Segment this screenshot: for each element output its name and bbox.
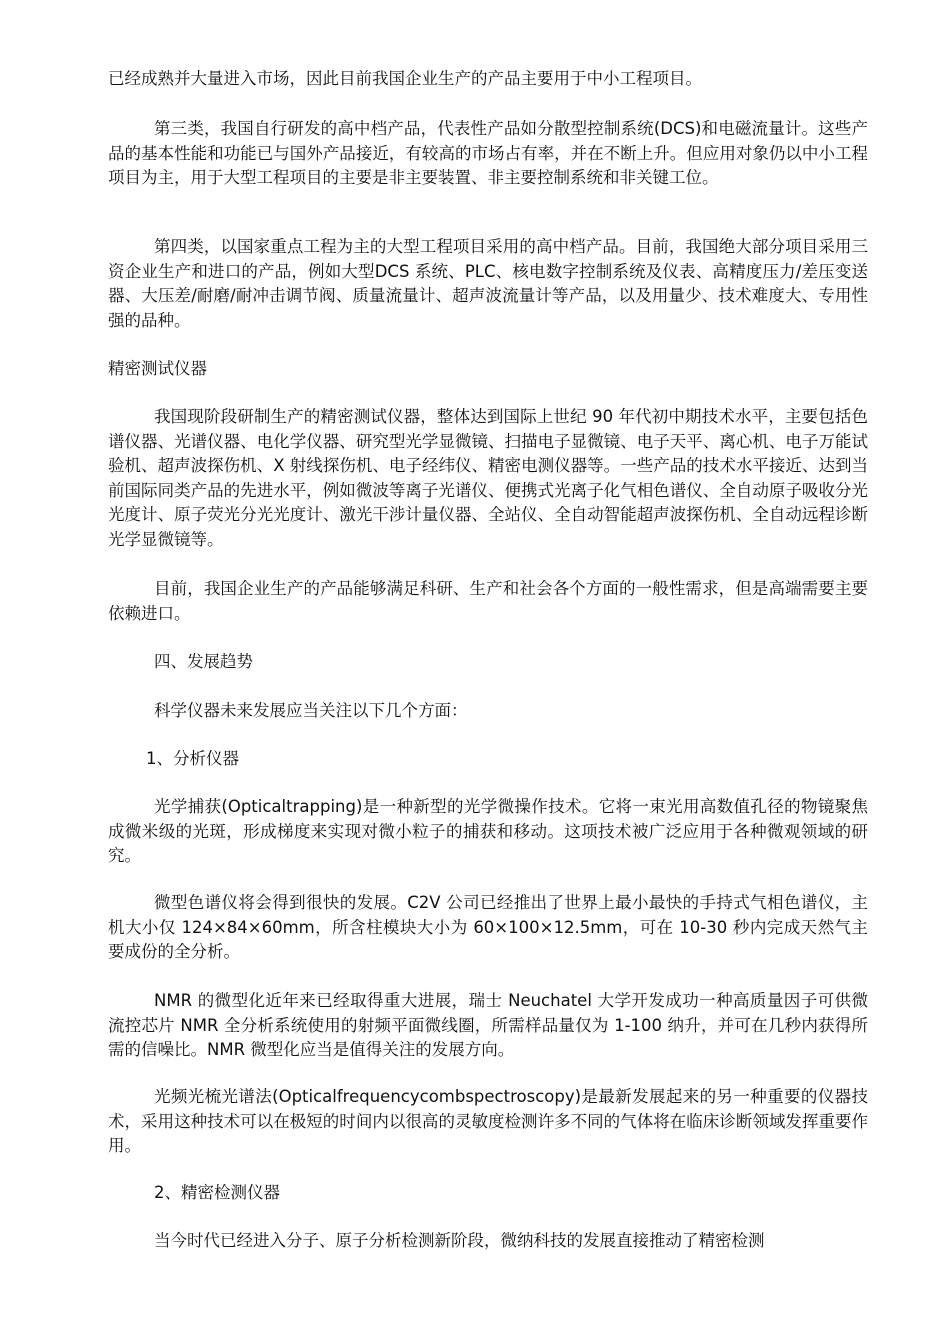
heading-analysis-instruments: 1、分析仪器: [146, 749, 239, 768]
paragraph-third-category: 第三类，我国自行研发的高中档产品，代表性产品如分散型控制系统(DCS)和电磁流量计。这些产品的基本性能和功能已与国外产品接近，有较高的市场占有率，并在不断上升。但应用对象仍以中小工程项目为主，用于大型工程项目的主要是非主要装置、非主要控制系统和非关键工位。: [108, 119, 868, 187]
paragraph-precision-demand: 目前，我国企业生产的产品能够满足科研、生产和社会各个方面的一般性需求，但是高端需要主要依赖进口。: [108, 579, 868, 623]
paragraph-trend-intro: 科学仪器未来发展应当关注以下几个方面：: [154, 701, 468, 720]
paragraph-micro-chromatograph: 微型色谱仪将会得到很快的发展。C2V 公司已经推出了世界上最小最快的手持式气相色谱仪，主机大小仅 124×84×60mm，所含柱模块大小为 60×100×12.5mm，可在 10-30 秒内完成天然气主要成份的全分析。: [108, 893, 868, 961]
paragraph-precision-status: 我国现阶段研制生产的精密测试仪器，整体达到国际上世纪 90 年代初中期技术水平，主要包括色谱仪器、光谱仪器、电化学仪器、研究型光学显微镜、扫描电子显微镜、电子天平、离心机、电子万能试验机、超声波探伤机、X 射线探伤机、电子经纬仪、精密电测仪器等。一些产品的技术水平接近、达到当前国际同类产品的先进水平，例如微波等离子光谱仪、便携式光离子化气相色谱仪、全自动原子吸收分光光度计、原子荧光分光光度计、激光干涉计量仪器、全站仪、全自动智能超声波探伤机、全自动远程诊断光学显微镜等。: [108, 407, 868, 549]
paragraph-opening: 已经成熟并大量进入市场，因此目前我国企业生产的产品主要用于中小工程项目。: [108, 69, 702, 88]
paragraph-frequency-comb: 光频光梳光谱法(Opticalfrequencycombspectroscopy)是最新发展起来的另一种重要的仪器技术，采用这种技术可以在极短的时间内以很高的灵敏度检测许多不同的气体将在临床诊断领域发挥重要作用。: [108, 1087, 868, 1155]
heading-precision-instruments: 精密测试仪器: [108, 359, 207, 378]
heading-development-trend: 四、发展趋势: [154, 652, 253, 671]
paragraph-last: 当今时代已经进入分子、原子分析检测新阶段，微纳科技的发展直接推动了精密检测: [154, 1231, 765, 1250]
paragraph-nmr: NMR 的微型化近年来已经取得重大进展，瑞士 Neuchatel 大学开发成功一种高质量因子可供微流控芯片 NMR 全分析系统使用的射频平面微线圈，所需样品量仅为 1-100 纳升，并可在几秒内获得所需的信噪比。NMR 微型化应当是值得关注的发展方向。: [108, 991, 868, 1059]
paragraph-optical-trapping: 光学捕获(Opticaltrapping)是一种新型的光学微操作技术。它将一束光用高数值孔径的物镜聚焦成微米级的光斑，形成梯度来实现对微小粒子的捕获和移动。这项技术被广泛应用于各种微观领域的研究。: [108, 797, 868, 865]
paragraph-fourth-category: 第四类，以国家重点工程为主的大型工程项目采用的高中档产品。目前，我国绝大部分项目采用三资企业生产和进口的产品，例如大型DCS 系统、PLC、核电数字控制系统及仪表、高精度压力/差压变送器、大压差/耐磨/耐冲击调节阀、质量流量计、超声波流量计等产品，以及用量少、技术难度大、专用性强的品种。: [108, 237, 868, 330]
heading-precision-detection: 2、精密检测仪器: [154, 1183, 280, 1202]
